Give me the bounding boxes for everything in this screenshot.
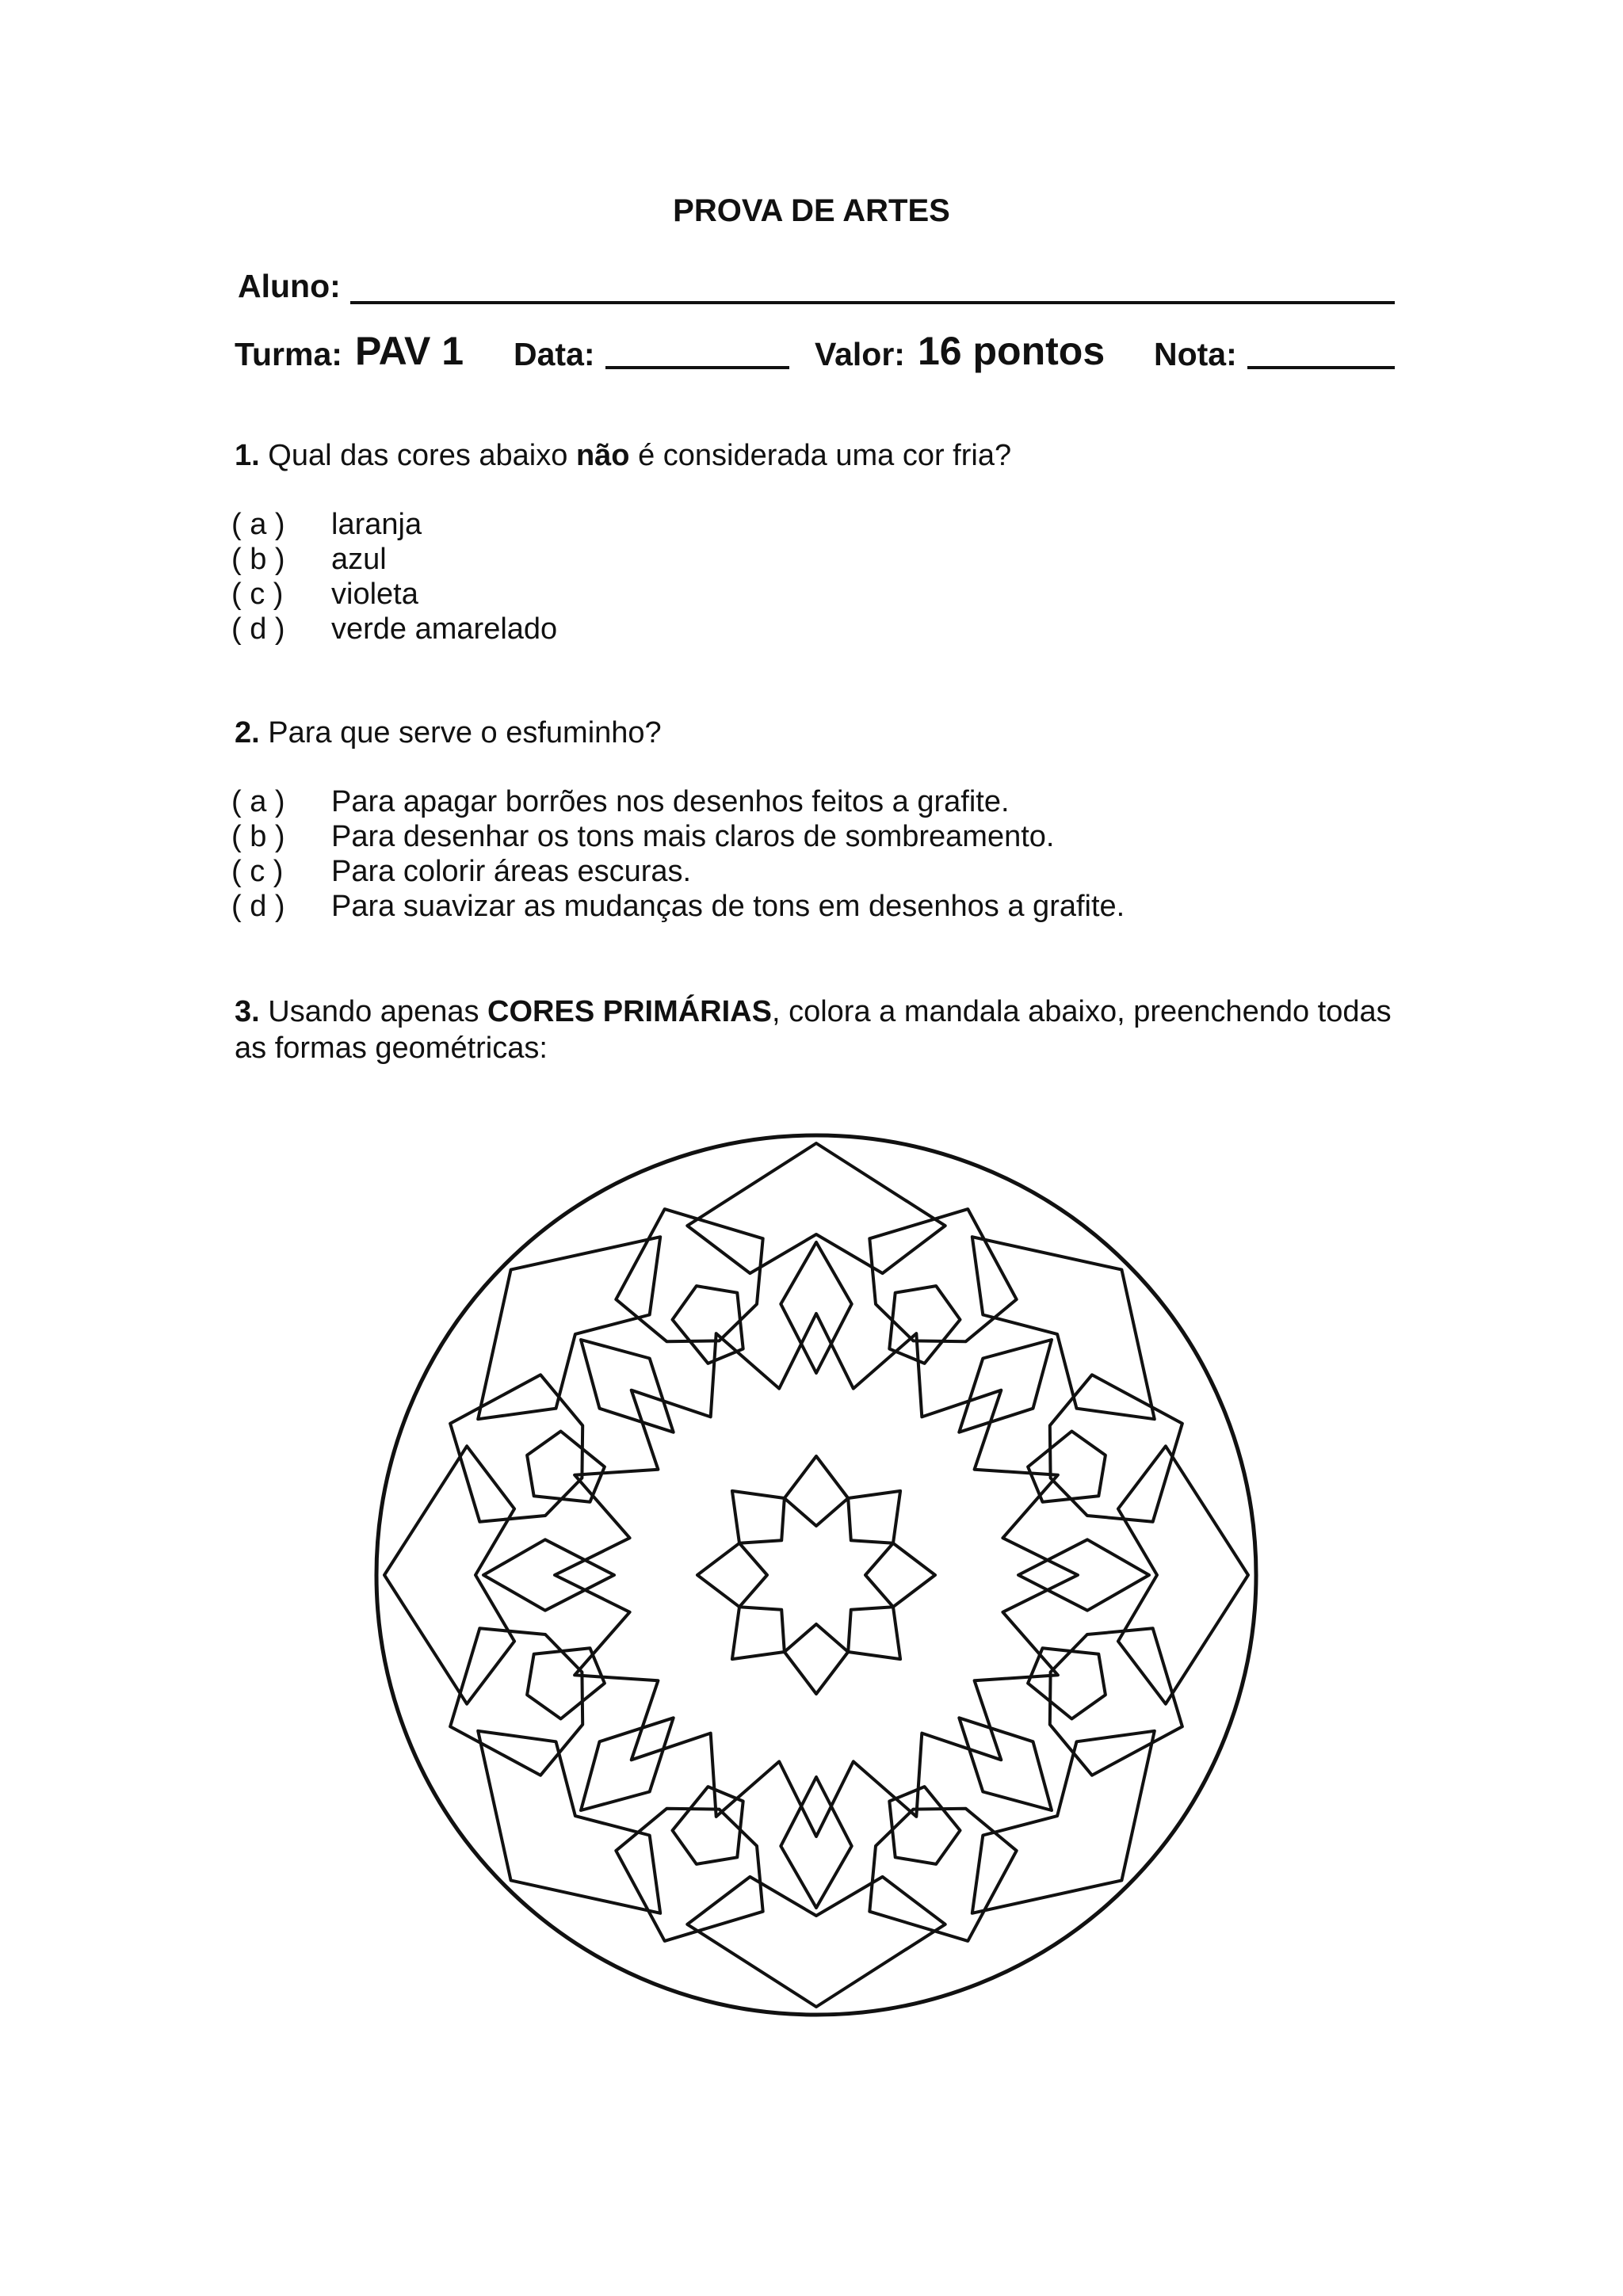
q1-option-b[interactable] bbox=[0, 542, 1623, 577]
mandala-kite bbox=[781, 1777, 851, 1908]
mandala-kite bbox=[581, 1340, 674, 1432]
option-letter: ( d ) bbox=[231, 612, 285, 646]
mandala-inner-square bbox=[889, 1787, 960, 1864]
mandala-outer-petal bbox=[687, 1877, 945, 2007]
mandala-outer-circle bbox=[376, 1135, 1256, 2015]
option-letter: ( b ) bbox=[231, 820, 285, 853]
mandala-inner-square bbox=[889, 1286, 960, 1363]
option-text: Para colorir áreas escuras. bbox=[331, 855, 692, 888]
mandala-outer-petal bbox=[687, 1143, 945, 1273]
option-text: Para apagar borrões nos desenhos feitos a grafite. bbox=[331, 785, 1010, 818]
option-text: azul bbox=[331, 543, 387, 576]
nota-answer-line[interactable] bbox=[1247, 366, 1395, 369]
q2-option-d[interactable] bbox=[0, 889, 1623, 924]
turma-label: Turma: bbox=[235, 336, 342, 372]
question-number: 2. bbox=[235, 716, 260, 749]
question-line-1 bbox=[235, 994, 1400, 1030]
mandala-eight-point-star-inner bbox=[739, 1498, 893, 1652]
mandala-kite bbox=[581, 1718, 674, 1810]
data-label: Data: bbox=[514, 336, 595, 372]
nota-label: Nota: bbox=[1154, 336, 1237, 372]
question-2 bbox=[235, 715, 662, 751]
mandala-inner-square bbox=[527, 1432, 605, 1502]
option-letter: ( a ) bbox=[231, 508, 285, 541]
option-letter: ( b ) bbox=[231, 543, 285, 576]
question-number: 1. bbox=[235, 439, 260, 472]
mandala-kite bbox=[1018, 1539, 1149, 1610]
question-1 bbox=[235, 437, 1011, 474]
mandala-kite bbox=[781, 1242, 851, 1373]
option-letter: ( c ) bbox=[231, 855, 284, 888]
question-line-2: as formas geométricas: bbox=[235, 1032, 548, 1065]
mandala-inner-square bbox=[1028, 1432, 1106, 1502]
mandala-outer-petal bbox=[384, 1446, 514, 1703]
question-emphasis: CORES PRIMÁRIAS bbox=[487, 995, 772, 1028]
data-answer-line[interactable] bbox=[605, 366, 789, 369]
mandala-inner-square bbox=[673, 1286, 743, 1363]
mandala-sixteen-point-star bbox=[555, 1314, 1078, 1836]
mandala-inner-square bbox=[673, 1787, 743, 1864]
mandala-kite-shapes bbox=[483, 1242, 1149, 1908]
mandala-outer-ring bbox=[384, 1143, 1248, 2007]
valor-value: 16 pontos bbox=[918, 329, 1106, 373]
question-text: é considerada uma cor fria? bbox=[638, 439, 1012, 472]
mandala-kite bbox=[959, 1340, 1052, 1432]
mandala-inner-square bbox=[1028, 1648, 1106, 1718]
valor-label: Valor: bbox=[815, 336, 905, 372]
option-text: violeta bbox=[331, 578, 418, 611]
question-emphasis: não bbox=[575, 439, 630, 472]
mandala-inner-square bbox=[527, 1648, 605, 1718]
aluno-answer-line[interactable] bbox=[350, 301, 1395, 304]
turma-value: PAV 1 bbox=[355, 329, 464, 373]
mandala-coloring-image[interactable] bbox=[372, 1131, 1260, 2019]
q2-option-a[interactable] bbox=[0, 784, 1623, 819]
option-text: Para suavizar as mudanças de tons em desenhos a grafite. bbox=[331, 890, 1125, 923]
mandala-outer-petal bbox=[1118, 1446, 1248, 1703]
mandala-eight-point-star-outer bbox=[697, 1456, 935, 1694]
question-text: , colora a mandala abaixo, preenchendo todas bbox=[771, 995, 1392, 1028]
q2-option-c[interactable] bbox=[0, 854, 1623, 889]
option-letter: ( a ) bbox=[231, 785, 285, 818]
option-letter: ( d ) bbox=[231, 890, 285, 923]
q1-option-c[interactable] bbox=[0, 577, 1623, 612]
question-3 bbox=[235, 994, 1400, 1066]
option-text: laranja bbox=[331, 508, 422, 541]
q2-option-b[interactable] bbox=[0, 819, 1623, 854]
aluno-label: Aluno: bbox=[238, 268, 341, 304]
q1-option-d[interactable] bbox=[0, 612, 1623, 646]
mandala-middle-ring bbox=[450, 1209, 1182, 1941]
option-text: verde amarelado bbox=[331, 612, 558, 646]
mandala-kite bbox=[483, 1539, 614, 1610]
option-text: Para desenhar os tons mais claros de sombreamento. bbox=[331, 820, 1055, 853]
question-text: Usando apenas bbox=[268, 995, 479, 1028]
mandala-kite bbox=[959, 1718, 1052, 1810]
page-title: PROVA DE ARTES bbox=[673, 193, 950, 228]
q1-option-a[interactable] bbox=[0, 507, 1623, 542]
question-number: 3. bbox=[235, 995, 260, 1028]
question-text: Para que serve o esfuminho? bbox=[268, 716, 662, 749]
option-letter: ( c ) bbox=[231, 578, 284, 611]
question-text: Qual das cores abaixo bbox=[268, 439, 568, 472]
